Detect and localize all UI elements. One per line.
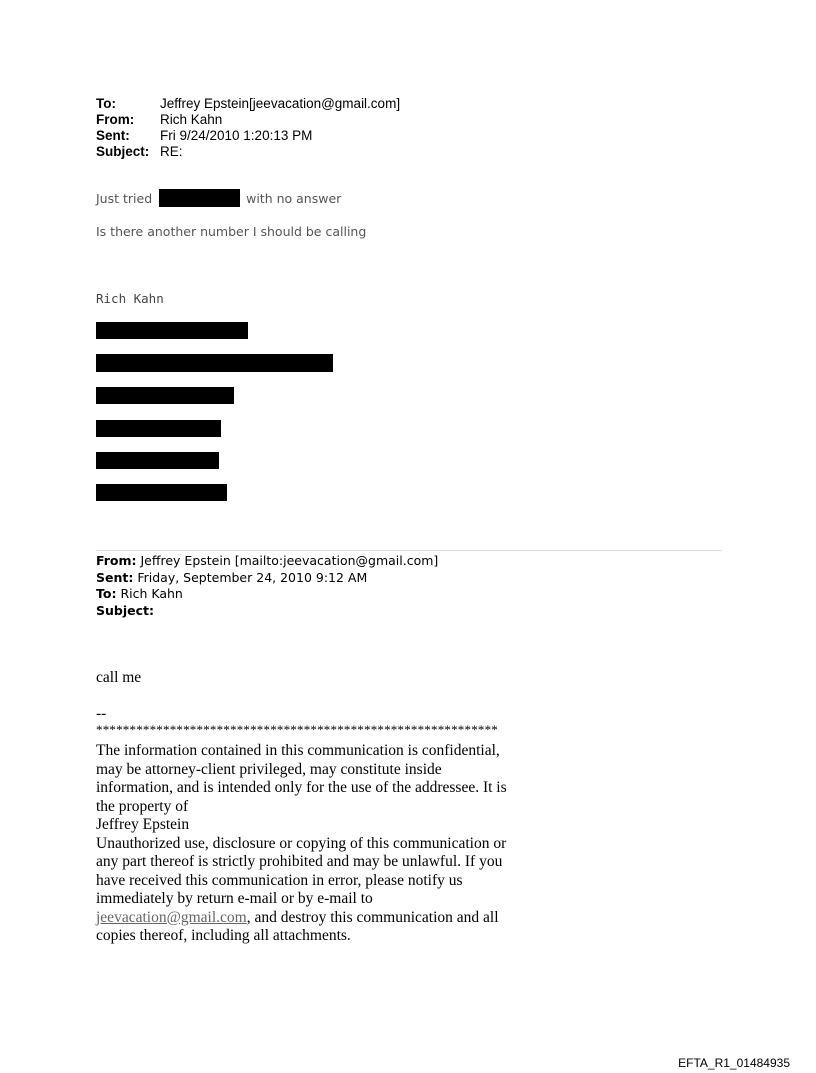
- email-header: [96, 96, 400, 160]
- fwd-from-row: [96, 553, 438, 570]
- reply-line-2: Is there another number I should be calling: [96, 224, 367, 239]
- to-label: To:: [96, 96, 116, 111]
- fwd-sent-value: Friday, September 24, 2010 9:12 AM: [137, 569, 368, 585]
- redaction-block: [96, 484, 227, 501]
- from-label: From:: [96, 112, 135, 127]
- confidentiality-disclaimer: [96, 742, 516, 946]
- reply-line-1: [96, 189, 341, 207]
- fwd-sent-label: Sent:: [96, 569, 134, 585]
- subject-row: [96, 144, 400, 160]
- subject-label: Subject:: [96, 144, 150, 159]
- fwd-from-label: From:: [96, 553, 137, 568]
- fwd-sent-row: [96, 570, 438, 587]
- reply-line-1-end: with no answer: [246, 191, 342, 206]
- from-row: [96, 112, 400, 128]
- fwd-from-value: Jeffrey Epstein [mailto:jeevacation@gmail.com]: [140, 553, 439, 568]
- disclaimer-owner: Jeffrey Epstein: [96, 816, 190, 833]
- disclaimer-part-3: , and destroy this communication and all copies thereof, including all attachments.: [96, 908, 499, 944]
- sent-value: Fri 9/24/2010 1:20:13 PM: [160, 128, 313, 143]
- asterisk-rule: ************************************************************: [96, 722, 498, 737]
- signature-separator: --: [96, 705, 107, 722]
- redaction-block: [96, 420, 221, 437]
- from-value: Rich Kahn: [160, 112, 223, 127]
- subject-value: RE:: [160, 144, 183, 159]
- to-value: Jeffrey Epstein[jeevacation@gmail.com]: [160, 96, 401, 111]
- document-id: EFTA_R1_01484935: [678, 1056, 790, 1070]
- fwd-to-label: To:: [96, 586, 117, 601]
- redaction-inline: [159, 189, 240, 207]
- sent-label: Sent:: [96, 128, 130, 143]
- redaction-block: [96, 387, 234, 404]
- fwd-to-value: Rich Kahn: [120, 586, 183, 601]
- fwd-subject-row: [96, 603, 438, 620]
- forwarded-header: [96, 553, 438, 619]
- signature-name: Rich Kahn: [96, 291, 164, 306]
- fwd-subject-label: Subject:: [96, 602, 154, 618]
- reply-line-1-start: Just tried: [96, 191, 153, 206]
- redaction-block: [96, 452, 219, 469]
- message-divider: [96, 550, 722, 551]
- redaction-block: [96, 354, 333, 372]
- disclaimer-part-1: The information contained in this communication is confidential, may be attorney-client privileged, may constitute inside information, and is intended only for the use of the addressee. It is the property of: [96, 742, 507, 815]
- disclaimer-email-link[interactable]: jeevacation@gmail.com: [96, 908, 247, 926]
- message-body: call me: [96, 669, 142, 686]
- fwd-to-row: [96, 586, 438, 603]
- to-row: [96, 96, 400, 112]
- sent-row: [96, 128, 400, 144]
- disclaimer-part-2: Unauthorized use, disclosure or copying of this communication or any part thereof is strictly prohibited and may be unlawful. If you have received this communication in error, please notify us immediately by return e-mail or by e-mail to: [96, 834, 507, 907]
- redaction-block: [96, 322, 248, 339]
